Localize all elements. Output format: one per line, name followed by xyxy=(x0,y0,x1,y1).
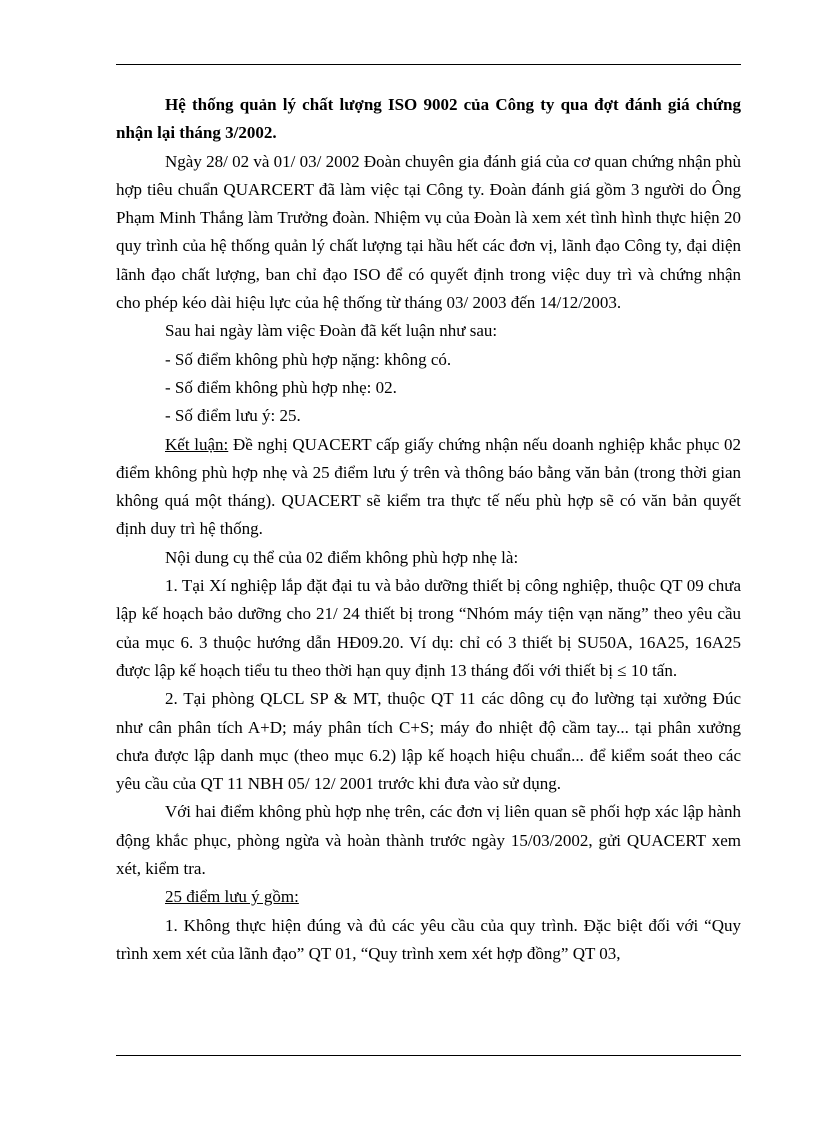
remedy-paragraph: Với hai điểm không phù hợp nhẹ trên, các đơn vị liên quan sẽ phối hợp xác lập hành động khắc phục, phòng ngừa và hoàn thành trước ngày 15/03/2002, gửi QUACERT xem xét, kiểm tra. xyxy=(116,802,741,879)
note-item-1: 1. Không thực hiện đúng và đủ các yêu cầu của quy trình. Đặc biệt đối với “Quy trình xem xét của lãnh đạo” QT 01, “Quy trình xem xét hợp đồng” QT 03, xyxy=(116,915,741,963)
document-body xyxy=(116,91,741,968)
notes-label: 25 điểm lưu ý gồm: xyxy=(165,887,299,907)
conclusion-label: Kết luận: xyxy=(165,434,229,454)
content-intro-paragraph: Nội dung cụ thể của 02 điểm không phù hợp nhẹ là: xyxy=(165,547,519,567)
notes-heading xyxy=(116,883,741,911)
finding-major: - Số điểm không phù hợp nặng: không có. xyxy=(165,349,452,369)
finding-minor: - Số điểm không phù hợp nhẹ: 02. xyxy=(165,377,397,397)
section-heading: Hệ thống quản lý chất lượng ISO 9002 của Công ty qua đợt đánh giá chứng nhận lại tháng 3/2002. xyxy=(116,95,741,143)
finding-notes: - Số điểm lưu ý: 25. xyxy=(165,406,301,426)
conclusion-text: Đề nghị QUACERT cấp giấy chứng nhận nếu doanh nghiệp khắc phục 02 điểm không phù hợp nhẹ và 25 điểm lưu ý trên và thông báo bằng văn bản (trong thời gian không quá một tháng). QUACERT sẽ kiểm tra thực tế nếu phù hợp sẽ có văn bản quyết định duy trì hệ thống. xyxy=(116,434,742,539)
intro-paragraph: Ngày 28/ 02 và 01/ 03/ 2002 Đoàn chuyên gia đánh giá của cơ quan chứng nhận phù hợp tiêu chuẩn QUARCERT đã làm việc tại Công ty. Đoàn đánh giá gồm 3 người do Ông Phạm Minh Thắng làm Trưởng đoàn. Nhiệm vụ của Đoàn là xem xét tình hình thực hiện 20 quy trình của hệ thống quản lý chất lượng tại hầu hết các đơn vị, lãnh đạo Công ty, đại diện lãnh đạo chất lượng, ban chỉ đạo ISO để có quyết định trong việc duy trì và chứng nhận cho phép kéo dài hiệu lực của hệ thống từ tháng 03/ 2003 đến 14/12/2003. xyxy=(116,151,741,313)
after-paragraph: Sau hai ngày làm việc Đoàn đã kết luận như sau: xyxy=(165,321,498,341)
nonconformity-item-1: 1. Tại Xí nghiệp lắp đặt đại tu và bảo dưỡng thiết bị công nghiệp, thuộc QT 09 chưa lập kế hoạch bảo dưỡng cho 21/ 24 thiết bị trong “Nhóm máy tiện vạn năng” theo yêu cầu của mục 6. 3 thuộc hướng dẫn HĐ09.20. Ví dụ: chỉ có 3 thiết bị SU50A, 16A25, 16A25 được lập kế hoạch tiểu tu theo thời hạn quy định 13 tháng đối với thiết bị ≤ 10 tấn. xyxy=(116,576,741,680)
nonconformity-item-2: 2. Tại phòng QLCL SP & MT, thuộc QT 11 các dông cụ đo lường tại xưởng Đúc như cân phân tích A+D; máy phân tích C+S; máy đo nhiệt độ cầm tay... tại phân xưởng chưa được lập danh mục (theo mục 6.2) lập kế hoạch hiệu chuẩn... để kiểm soát theo các yêu cầu của QT 11 NBH 05/ 12/ 2001 trước khi đưa vào sử dụng. xyxy=(116,689,741,794)
footer-rule xyxy=(116,1055,741,1056)
conclusion-paragraph xyxy=(116,431,741,544)
header-rule xyxy=(116,64,741,65)
